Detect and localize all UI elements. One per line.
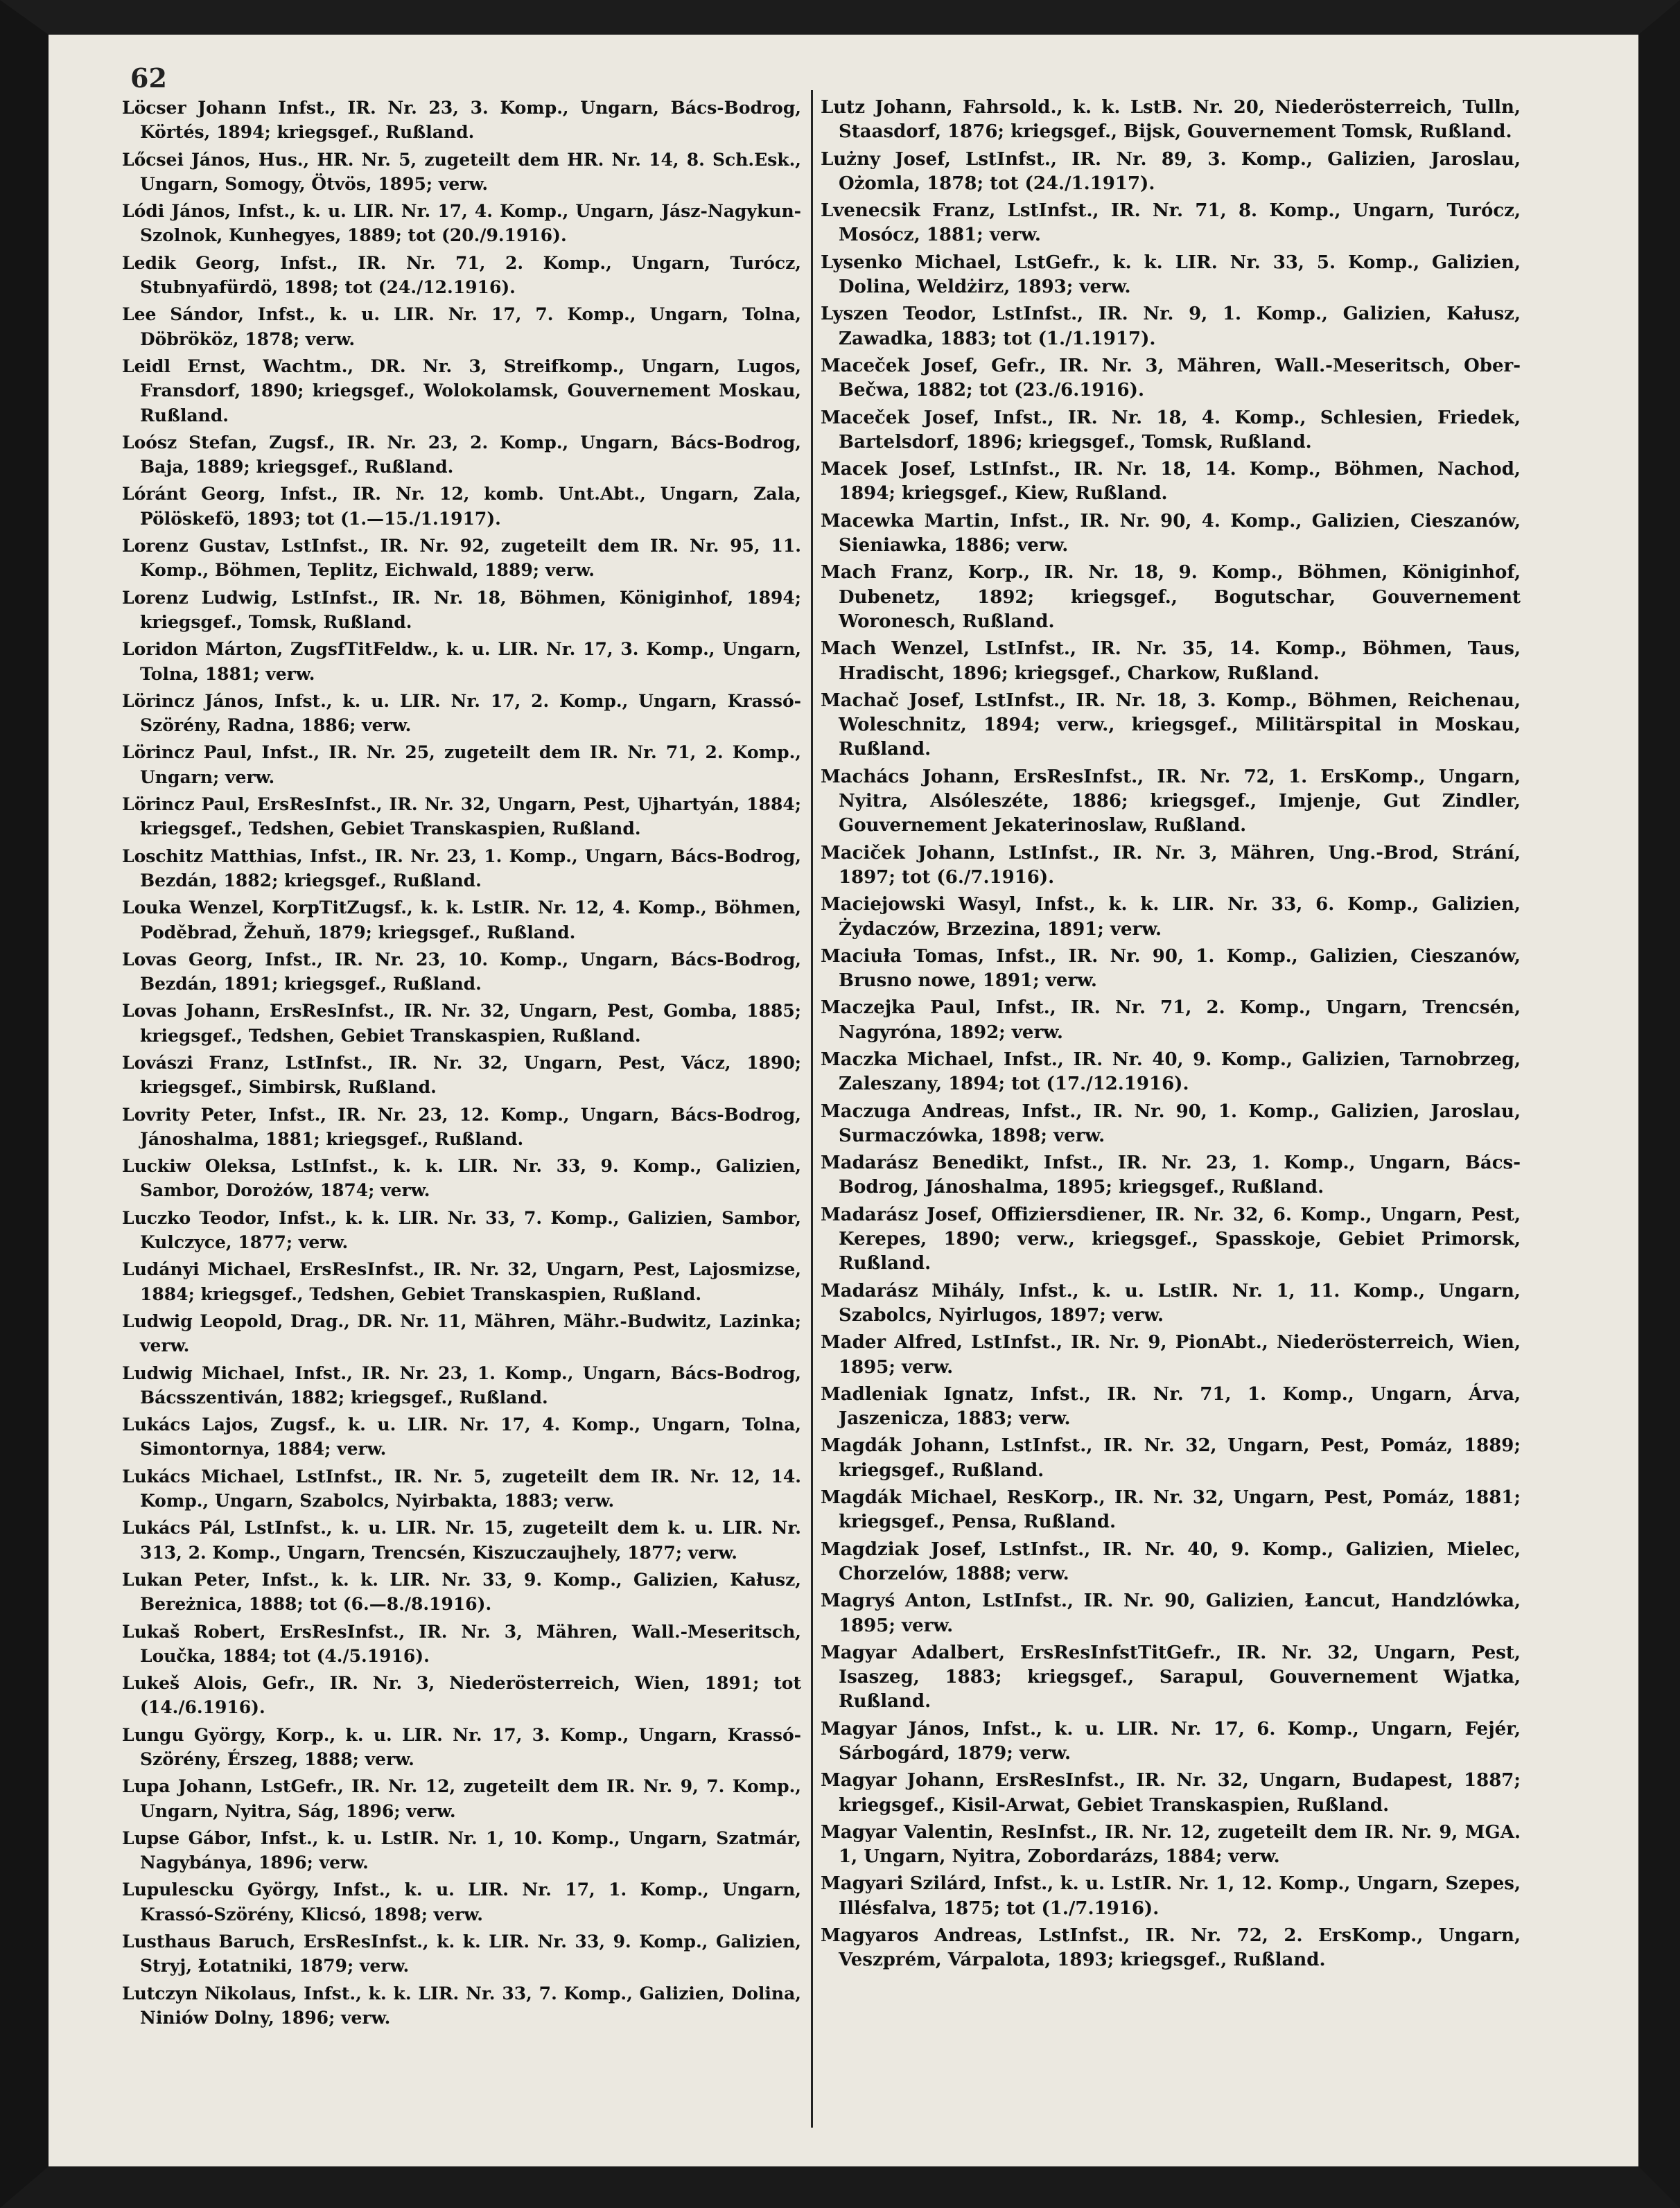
list-entry: Lovas Johann, ErsResInfst., IR. Nr. 32, Ungarn, Pest, Gomba, 1885; kriegsgef., Tedshen, Gebiet Transkaspien, Rußland. xyxy=(122,1001,801,1046)
list-entry: Lupse Gábor, Infst., k. u. LstIR. Nr. 1, 10. Komp., Ungarn, Szatmár, Nagybánya, 1896; verw. xyxy=(122,1828,801,1873)
list-entry: Magyar János, Infst., k. u. LIR. Nr. 17, 6. Komp., Ungarn, Fejér, Sárbogárd, 1879; verw. xyxy=(821,1718,1521,1764)
left-column xyxy=(122,96,801,2033)
list-entry: Maciček Johann, LstInfst., IR. Nr. 3, Mähren, Ung.-Brod, Strání, 1897; tot (6./7.1916). xyxy=(821,842,1521,888)
list-entry: Lukaš Robert, ErsResInfst., IR. Nr. 3, Mähren, Wall.-Meseritsch, Loučka, 1884; tot (4./5.1916). xyxy=(122,1621,801,1666)
list-entry: Ledik Georg, Infst., IR. Nr. 71, 2. Komp., Ungarn, Turócz, Stubnyafürdö, 1898; tot (24./12.1916). xyxy=(122,252,801,298)
right-column xyxy=(821,96,1521,1976)
list-entry: Louka Wenzel, KorpTitZugsf., k. k. LstIR. Nr. 12, 4. Komp., Böhmen, Poděbrad, Žehuň, 1879; kriegsgef., Rußland. xyxy=(122,897,801,943)
list-entry: Lörincz Paul, Infst., IR. Nr. 25, zugeteilt dem IR. Nr. 71, 2. Komp., Ungarn; verw. xyxy=(122,742,801,787)
list-entry: Lovrity Peter, Infst., IR. Nr. 23, 12. Komp., Ungarn, Bács-Bodrog, Jánoshalma, 1881; kriegsgef., Rußland. xyxy=(122,1104,801,1149)
list-entry: Maczka Michael, Infst., IR. Nr. 40, 9. Komp., Galizien, Tarnobrzeg, Zaleszany, 1894; tot (17./12.1916). xyxy=(821,1049,1521,1095)
list-entry: Ludwig Leopold, Drag., DR. Nr. 11, Mähren, Mähr.-Budwitz, Lazinka; verw. xyxy=(122,1311,801,1356)
list-entry: Lukács Lajos, Zugsf., k. u. LIR. Nr. 17, 4. Komp., Ungarn, Tolna, Simontornya, 1884; verw. xyxy=(122,1414,801,1460)
list-entry: Lupulescku György, Infst., k. u. LIR. Nr. 17, 1. Komp., Ungarn, Krassó-Szörény, Klicsó, 1898; verw. xyxy=(122,1880,801,1925)
list-entry: Magryś Anton, LstInfst., IR. Nr. 90, Galizien, Łancut, Handzlówka, 1895; verw. xyxy=(821,1591,1521,1636)
list-entry: Lorenz Gustav, LstInfst., IR. Nr. 92, zugeteilt dem IR. Nr. 95, 11. Komp., Böhmen, Teplitz, Eichwald, 1889; verw. xyxy=(122,536,801,581)
list-entry: Mach Wenzel, LstInfst., IR. Nr. 35, 14. Komp., Böhmen, Taus, Hradischt, 1896; kriegsgef., Charkow, Rußland. xyxy=(821,638,1521,684)
list-entry: Magyaros Andreas, LstInfst., IR. Nr. 72, 2. ErsKomp., Ungarn, Veszprém, Várpalota, 1893; kriegsgef., Rußland. xyxy=(821,1925,1521,1971)
list-entry: Lupa Johann, LstGefr., IR. Nr. 12, zugeteilt dem IR. Nr. 9, 7. Komp., Ungarn, Nyitra, Ság, 1896; verw. xyxy=(122,1776,801,1821)
list-entry: Mach Franz, Korp., IR. Nr. 18, 9. Komp., Böhmen, Königinhof, Dubenetz, 1892; kriegsgef., Bogutschar, Gouvernement Woronesch, Rußland. xyxy=(821,562,1521,632)
list-entry: Magdák Johann, LstInfst., IR. Nr. 32, Ungarn, Pest, Pomáz, 1889; kriegsgef., Rußland. xyxy=(821,1435,1521,1481)
list-entry: Loósz Stefan, Zugsf., IR. Nr. 23, 2. Komp., Ungarn, Bács-Bodrog, Baja, 1889; kriegsgef., Rußland. xyxy=(122,432,801,477)
list-entry: Macek Josef, LstInfst., IR. Nr. 18, 14. Komp., Böhmen, Nachod, 1894; kriegsgef., Kiew, Rußland. xyxy=(821,459,1521,505)
list-entry: Ludwig Michael, Infst., IR. Nr. 23, 1. Komp., Ungarn, Bács-Bodrog, Bácsszentiván, 1882; kriegsgef., Rußland. xyxy=(122,1363,801,1408)
list-entry: Madarász Josef, Offiziersdiener, IR. Nr. 32, 6. Komp., Ungarn, Pest, Kerepes, 1890; verw., kriegsgef., Spasskoje, Gebiet Primorsk, Rußland. xyxy=(821,1204,1521,1274)
list-entry: Lörincz János, Infst., k. u. LIR. Nr. 17, 2. Komp., Ungarn, Krassó-Szörény, Radna, 1886; verw. xyxy=(122,690,801,736)
list-entry: Lódi János, Infst., k. u. LIR. Nr. 17, 4. Komp., Ungarn, Jász-Nagykun-Szolnok, Kunhegyes, 1889; tot (20./9.1916). xyxy=(122,201,801,246)
list-entry: Luckiw Oleksa, LstInfst., k. k. LIR. Nr. 33, 9. Komp., Galizien, Sambor, Dorożów, 1874; verw. xyxy=(122,1156,801,1201)
list-entry: Lóránt Georg, Infst., IR. Nr. 12, komb. Unt.Abt., Ungarn, Zala, Pölöskefö, 1893; tot (1.—15./1.1917). xyxy=(122,484,801,529)
list-entry: Machács Johann, ErsResInfst., IR. Nr. 72, 1. ErsKomp., Ungarn, Nyitra, Alsóleszéte, 1886; kriegsgef., Imjenje, Gut Zindler, Gouvernement Jekaterinoslaw, Rußland. xyxy=(821,766,1521,836)
list-entry: Ludányi Michael, ErsResInfst., IR. Nr. 32, Ungarn, Pest, Lajosmizse, 1884; kriegsgef., Tedshen, Gebiet Transkaspien, Rußland. xyxy=(122,1259,801,1304)
page-number: 62 xyxy=(130,62,167,94)
list-entry: Lovászi Franz, LstInfst., IR. Nr. 32, Ungarn, Pest, Vácz, 1890; kriegsgef., Simbirsk, Rußland. xyxy=(122,1052,801,1098)
list-entry: Lungu György, Korp., k. u. LIR. Nr. 17, 3. Komp., Ungarn, Krassó-Szörény, Érszeg, 1888; verw. xyxy=(122,1724,801,1769)
list-entry: Maceček Josef, Infst., IR. Nr. 18, 4. Komp., Schlesien, Friedek, Bartelsdorf, 1896; kriegsgef., Tomsk, Rußland. xyxy=(821,407,1521,453)
list-entry: Loschitz Matthias, Infst., IR. Nr. 23, 1. Komp., Ungarn, Bács-Bodrog, Bezdán, 1882; kriegsgef., Rußland. xyxy=(122,845,801,891)
list-entry: Lukács Michael, LstInfst., IR. Nr. 5, zugeteilt dem IR. Nr. 12, 14. Komp., Ungarn, Szabolcs, Nyirbakta, 1883; verw. xyxy=(122,1466,801,1512)
list-entry: Lużny Josef, LstInfst., IR. Nr. 89, 3. Komp., Galizien, Jaroslau, Ożomla, 1878; tot (24./1.1917). xyxy=(821,148,1521,194)
list-entry: Loridon Márton, ZugsfTitFeldw., k. u. LIR. Nr. 17, 3. Komp., Ungarn, Tolna, 1881; verw. xyxy=(122,639,801,684)
list-entry: Luczko Teodor, Infst., k. k. LIR. Nr. 33, 7. Komp., Galizien, Sambor, Kulczyce, 1877; verw. xyxy=(122,1207,801,1253)
list-entry: Magyari Szilárd, Infst., k. u. LstIR. Nr. 1, 12. Komp., Ungarn, Szepes, Illésfalva, 1875; tot (1./7.1916). xyxy=(821,1873,1521,1919)
list-entry: Maceček Josef, Gefr., IR. Nr. 3, Mähren, Wall.-Meseritsch, Ober-Bečwa, 1882; tot (23./6.1916). xyxy=(821,355,1521,401)
list-entry: Lvenecsik Franz, LstInfst., IR. Nr. 71, 8. Komp., Ungarn, Turócz, Mosócz, 1881; verw. xyxy=(821,200,1521,246)
list-entry: Maczejka Paul, Infst., IR. Nr. 71, 2. Komp., Ungarn, Trencsén, Nagyróna, 1892; verw. xyxy=(821,997,1521,1043)
column-divider xyxy=(811,90,813,2128)
list-entry: Maciuła Tomas, Infst., IR. Nr. 90, 1. Komp., Galizien, Cieszanów, Brusno nowe, 1891; verw. xyxy=(821,945,1521,992)
document-page xyxy=(49,35,1638,2166)
list-entry: Lukács Pál, LstInfst., k. u. LIR. Nr. 15, zugeteilt dem k. u. LIR. Nr. 313, 2. Komp., Ungarn, Trencsén, Kiszuczaujhely, 1877; verw. xyxy=(122,1518,801,1563)
list-entry: Lőcsei János, Hus., HR. Nr. 5, zugeteilt dem HR. Nr. 14, 8. Sch.Esk., Ungarn, Somogy, Ötvös, 1895; verw. xyxy=(122,149,801,194)
list-entry: Magdziak Josef, LstInfst., IR. Nr. 40, 9. Komp., Galizien, Mielec, Chorzelów, 1888; verw. xyxy=(821,1539,1521,1584)
list-entry: Lusthaus Baruch, ErsResInfst., k. k. LIR. Nr. 33, 9. Komp., Galizien, Stryj, Łotatniki, 1879; verw. xyxy=(122,1931,801,1977)
list-entry: Magdák Michael, ResKorp., IR. Nr. 32, Ungarn, Pest, Pomáz, 1881; kriegsgef., Pensa, Rußland. xyxy=(821,1487,1521,1533)
list-entry: Magyar Johann, ErsResInfst., IR. Nr. 32, Ungarn, Budapest, 1887; kriegsgef., Kisil-Arwat, Gebiet Transkaspien, Rußland. xyxy=(821,1770,1521,1816)
list-entry: Macewka Martin, Infst., IR. Nr. 90, 4. Komp., Galizien, Cieszanów, Sieniawka, 1886; verw. xyxy=(821,510,1521,557)
list-entry: Lutz Johann, Fahrsold., k. k. LstB. Nr. 20, Niederösterreich, Tulln, Staasdorf, 1876; kriegsgef., Bijsk, Gouvernement Tomsk, Rußland. xyxy=(821,97,1521,143)
list-entry: Maczuga Andreas, Infst., IR. Nr. 90, 1. Komp., Galizien, Jaroslau, Surmaczówka, 1898; verw. xyxy=(821,1101,1521,1146)
list-entry: Lyszen Teodor, LstInfst., IR. Nr. 9, 1. Komp., Galizien, Kałusz, Zawadka, 1883; tot (1./1.1917). xyxy=(821,304,1521,349)
list-entry: Mader Alfred, LstInfst., IR. Nr. 9, PionAbt., Niederösterreich, Wien, 1895; verw. xyxy=(821,1332,1521,1378)
list-entry: Maciejowski Wasyl, Infst., k. k. LIR. Nr. 33, 6. Komp., Galizien, Żydaczów, Brzezina, 1891; verw. xyxy=(821,894,1521,940)
list-entry: Leidl Ernst, Wachtm., DR. Nr. 3, Streifkomp., Ungarn, Lugos, Fransdorf, 1890; kriegsgef., Wolokolamsk, Gouvernement Moskau, Rußland. xyxy=(122,356,801,426)
list-entry: Lovas Georg, Infst., IR. Nr. 23, 10. Komp., Ungarn, Bács-Bodrog, Bezdán, 1891; kriegsgef., Rußland. xyxy=(122,949,801,995)
list-entry: Lörincz Paul, ErsResInfst., IR. Nr. 32, Ungarn, Pest, Ujhartyán, 1884; kriegsgef., Tedshen, Gebiet Transkaspien, Rußland. xyxy=(122,794,801,839)
list-entry: Lukeš Alois, Gefr., IR. Nr. 3, Niederösterreich, Wien, 1891; tot (14./6.1916). xyxy=(122,1673,801,1718)
list-entry: Machač Josef, LstInfst., IR. Nr. 18, 3. Komp., Böhmen, Reichenau, Woleschnitz, 1894; verw., kriegsgef., Militärspital in Moskau, Rußland. xyxy=(821,690,1521,760)
list-entry: Magyar Adalbert, ErsResInfstTitGefr., IR. Nr. 32, Ungarn, Pest, Isaszeg, 1883; kriegsgef., Sarapul, Gouvernement Wjatka, Rußland. xyxy=(821,1642,1521,1712)
list-entry: Lutczyn Nikolaus, Infst., k. k. LIR. Nr. 33, 7. Komp., Galizien, Dolina, Niniów Dolny, 1896; verw. xyxy=(122,1983,801,2028)
list-entry: Madarász Benedikt, Infst., IR. Nr. 23, 1. Komp., Ungarn, Bács-Bodrog, Jánoshalma, 1895; kriegsgef., Rußland. xyxy=(821,1153,1521,1198)
list-entry: Madleniak Ignatz, Infst., IR. Nr. 71, 1. Komp., Ungarn, Árva, Jaszenicza, 1883; verw. xyxy=(821,1383,1521,1430)
list-entry: Lysenko Michael, LstGefr., k. k. LIR. Nr. 33, 5. Komp., Galizien, Dolina, Weldżirz, 1893; verw. xyxy=(821,252,1521,298)
list-entry: Lukan Peter, Infst., k. k. LIR. Nr. 33, 9. Komp., Galizien, Kałusz, Bereżnica, 1888; tot (6.—8./8.1916). xyxy=(122,1569,801,1615)
list-entry: Magyar Valentin, ResInfst., IR. Nr. 12, zugeteilt dem IR. Nr. 9, MGA. 1, Ungarn, Nyitra, Zobordarázs, 1884; verw. xyxy=(821,1821,1521,1868)
list-entry: Lorenz Ludwig, LstInfst., IR. Nr. 18, Böhmen, Königinhof, 1894; kriegsgef., Tomsk, Rußland. xyxy=(122,587,801,632)
list-entry: Madarász Mihály, Infst., k. u. LstIR. Nr. 1, 11. Komp., Ungarn, Szabolcs, Nyirlugos, 1897; verw. xyxy=(821,1280,1521,1326)
list-entry: Löcser Johann Infst., IR. Nr. 23, 3. Komp., Ungarn, Bács-Bodrog, Körtés, 1894; kriegsgef., Rußland. xyxy=(122,98,801,143)
list-entry: Lee Sándor, Infst., k. u. LIR. Nr. 17, 7. Komp., Ungarn, Tolna, Döbrököz, 1878; verw. xyxy=(122,304,801,349)
